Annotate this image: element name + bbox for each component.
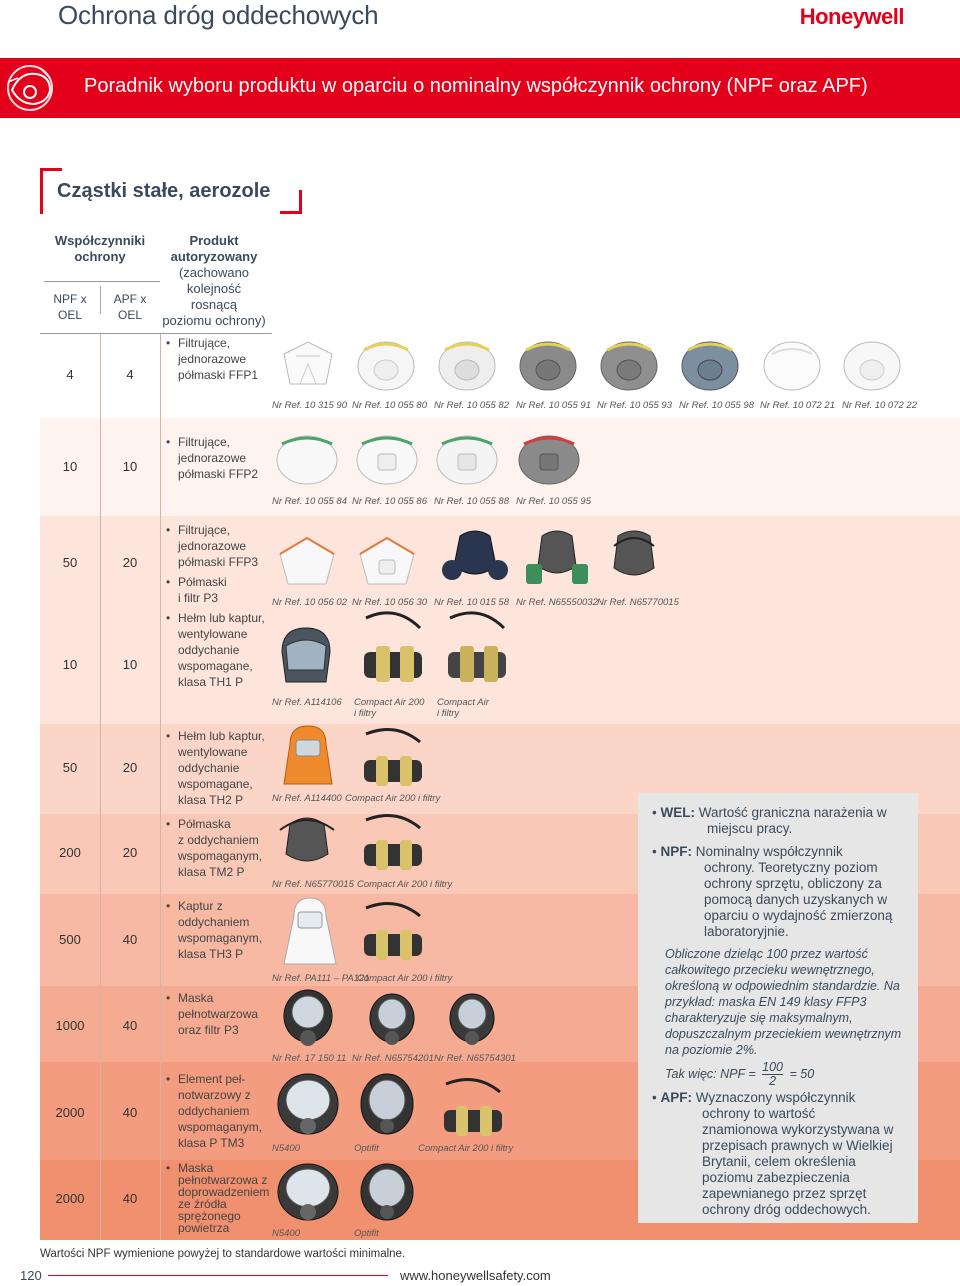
r1-ref-7: Nr Ref. 10 072 21 — [760, 400, 835, 411]
helmet-a114106-image — [274, 622, 336, 688]
r1-ref-1: Nr Ref. 10 315 90 — [272, 400, 347, 411]
r7-ref-2: Nr Ref. N65754201 — [352, 1053, 434, 1064]
r2-ref-1: Nr Ref. 10 055 84 — [272, 496, 347, 507]
header-divider — [44, 281, 160, 282]
mask-10072-21-image — [760, 336, 824, 392]
r9-ref-1: N5400 — [272, 1228, 300, 1239]
r1-ref-4: Nr Ref. 10 055 91 — [516, 400, 591, 411]
halfmask-n65550032-image — [524, 526, 590, 592]
r3-npf-a: 50 — [62, 555, 78, 570]
r5-ref-1: Nr Ref. N65770015 — [272, 879, 354, 890]
r5-apf: 20 — [122, 845, 138, 860]
r6-desc: • Kaptur z oddychaniem wspomaganym, klasa TH3 P — [166, 898, 262, 966]
page-number: 120 — [20, 1268, 42, 1283]
r3-ref-3: Nr Ref. 10 015 58 — [434, 597, 509, 608]
r4-compact-air-200-image — [356, 726, 430, 792]
r6-ref-1: Nr Ref. PA111 – PA121 — [272, 973, 370, 984]
r1-apf: 4 — [126, 367, 134, 382]
product-header: Produkt autoryzowany (zachowano kolejność rosnącą poziomu ochrony) — [162, 233, 266, 328]
r2-ref-2: Nr Ref. 10 055 86 — [352, 496, 427, 507]
r3-ref-4: Nr Ref. N65550032 — [516, 597, 598, 608]
r2-desc: • Filtrujące, jednorazowe półmaski FFP2 — [166, 434, 258, 486]
halfmask-10015-58-image — [440, 526, 510, 592]
website-link[interactable]: www.honeywellsafety.com — [400, 1268, 551, 1283]
mask-10055-95-image — [516, 430, 582, 488]
r3-ref-compact: Compact Air i filtry — [437, 697, 489, 719]
r9-fullface-optifit-image — [356, 1162, 418, 1224]
r1-ref-6: Nr Ref. 10 055 98 — [679, 400, 754, 411]
fullface-optifit-image — [356, 1072, 418, 1138]
apf-definition: • APF: Wyznaczony współczynnik ochrony to wartość znamionowa wykorzystywana w przepisach prawnych w Wielkiej Brytanii, celem określenia poziomu zabezpieczenia zapewnianego przez sprzęt ochrony dróg oddechowych. — [652, 1090, 894, 1217]
mask-10055-86-image — [354, 430, 420, 488]
r3-apf-a: 20 — [122, 555, 138, 570]
r6-apf: 40 — [122, 932, 138, 947]
mask-10055-84-image — [274, 430, 340, 488]
mask-10056-30-image — [354, 530, 420, 590]
r1-ref-8: Nr Ref. 10 072 22 — [842, 400, 917, 411]
mask-10315-90-image — [276, 334, 340, 394]
fullface-n65754301-image — [444, 990, 500, 1050]
r9-npf: 2000 — [55, 1191, 85, 1206]
r1-desc: • Filtrujące, jednorazowe półmaski FFP1 — [166, 335, 258, 387]
r2-ref-3: Nr Ref. 10 055 88 — [434, 496, 509, 507]
compact-air-200-unit-image — [356, 608, 430, 694]
r8-ref-2: Optifit — [354, 1143, 379, 1154]
r5-npf: 200 — [59, 845, 81, 860]
r3-ref-1: Nr Ref. 10 056 02 — [272, 597, 347, 608]
coeff-header: Współczynniki ochrony — [54, 233, 146, 264]
r7-apf: 40 — [122, 1018, 138, 1033]
npf-header: NPF x OEL — [53, 292, 87, 322]
footer-note: Wartości NPF wymienione powyżej to standardowe wartości minimalne. — [40, 1248, 406, 1260]
r9-apf: 40 — [122, 1191, 138, 1206]
fullface-n65754201-image — [364, 990, 420, 1050]
r1-ref-5: Nr Ref. 10 055 93 — [597, 400, 672, 411]
mask-10055-88-image — [434, 430, 500, 488]
r6-ref-2: Compact Air 200 i filtry — [357, 973, 453, 984]
mask-10072-22-image — [840, 336, 904, 392]
r9-desc: • Maska pełnotwarzowa z doprowadzeniem ze źródła sprężonego powietrza — [166, 1162, 269, 1238]
r4-apf: 20 — [122, 760, 138, 775]
banner-title: Poradnik wyboru produktu w oparciu o nominalny współczynnik ochrony (NPF oraz APF) — [84, 75, 868, 97]
r5-ref-2: Compact Air 200 i filtry — [357, 879, 453, 890]
r8-ref-3: Compact Air 200 i filtry — [418, 1143, 514, 1154]
npf-formula: Tak więc: NPF = $\frac{100}{2}$ = 50 — [665, 1060, 815, 1088]
r3-ref-compact-200: Compact Air 200 i filtry — [354, 697, 425, 719]
apf-header: APF x OEL — [113, 292, 147, 322]
r2-ref-4: Nr Ref. 10 055 95 — [516, 496, 591, 507]
mask-10055-98-image — [678, 336, 742, 392]
r9-fullface-n5400-image — [272, 1162, 344, 1224]
section-title: Cząstki stałe, aerozole — [57, 180, 271, 202]
r1-ref-3: Nr Ref. 10 055 82 — [434, 400, 509, 411]
fullface-17150-11-image — [278, 988, 338, 1050]
r7-ref-3: Nr Ref. N65754301 — [434, 1053, 516, 1064]
r3-apf-b: 10 — [122, 657, 138, 672]
npf-explanation: Obliczone dzieląc 100 przez wartość całkowitego przecieku wewnętrznego, określoną w odpowiednim standardzie. Na przykład: maska EN 149 klasy FFP3 charakteryzuje się maksymalnym, dopuszczalnym przeciekiem wewnętrznym na poziomie 2%. — [665, 947, 902, 1057]
respirator-badge-icon — [0, 58, 62, 118]
r2-npf: 10 — [62, 459, 78, 474]
hood-pa111-image — [280, 896, 340, 968]
mask-10055-80-image — [354, 336, 418, 392]
r4-ref-1: Nr Ref. A114400 — [272, 793, 342, 804]
banner — [0, 58, 960, 118]
r7-desc: • Maska pełnotwarzowa oraz filtr P3 — [166, 990, 258, 1042]
wel-definition: • WEL: Wartość graniczna narażenia w miejscu pracy. — [652, 805, 887, 836]
r6-compact-air-200-image — [356, 900, 430, 964]
mask-10055-93-image — [597, 336, 661, 392]
npf-definition: • NPF: Nominalny współczynnik ochrony. Teoretyczny poziom ochrony sprzętu, obliczony za pomocą danych uzyskanych w oparciu o wydajność zmierzoną laboratoryjnie. — [652, 844, 893, 939]
r8-npf: 2000 — [55, 1105, 85, 1120]
hood-a114400-image — [280, 724, 336, 790]
r7-npf: 1000 — [55, 1018, 85, 1033]
r1-npf: 4 — [66, 367, 74, 382]
r3-npf-b: 10 — [62, 657, 78, 672]
r8-desc: • Element peł- notwarzowy z oddychaniem wspomaganym, klasa P TM3 — [166, 1071, 262, 1155]
r8-ref-1: N5400 — [272, 1143, 300, 1154]
r3-ref-helmet: Nr Ref. A114106 — [272, 697, 342, 708]
mask-10056-02-image — [274, 530, 340, 590]
r7-ref-1: Nr Ref. 17 150 11 — [272, 1053, 347, 1064]
r9-ref-2: Optifit — [354, 1228, 379, 1239]
r8-apf: 40 — [122, 1105, 138, 1120]
fullface-n5400-image — [272, 1072, 344, 1138]
mask-10055-91-image — [516, 336, 580, 392]
r5-compact-air-200-image — [356, 812, 430, 874]
r5-desc: • Półmaska z oddychaniem wspomaganym, klasa TM2 P — [166, 816, 262, 884]
r3-ref-5: Nr Ref. N65770015 — [597, 597, 679, 608]
r1-ref-2: Nr Ref. 10 055 80 — [352, 400, 427, 411]
honeywell-logo: Honeywell — [799, 4, 904, 29]
r8-compact-air-200-image — [436, 1076, 510, 1140]
halfmask-n65770015-image — [604, 526, 664, 592]
r6-npf: 500 — [59, 932, 81, 947]
col-divider-2 — [160, 334, 161, 1240]
r3-desc: • Filtrujące, jednorazowe półmaski FFP3 • Półmaski i filtr P3 • Hełm lub kaptur, wentylowane oddychanie wspomagane, klasa TH1 P — [166, 522, 265, 694]
page-title: Ochrona dróg oddechowych — [58, 0, 379, 30]
r4-desc: • Hełm lub kaptur, wentylowane oddychanie wspomagane, klasa TH2 P — [166, 728, 265, 812]
r3-ref-2: Nr Ref. 10 056 30 — [352, 597, 427, 608]
r2-apf: 10 — [122, 459, 138, 474]
r4-npf: 50 — [62, 760, 78, 775]
r4-ref-2: Compact Air 200 i filtry — [345, 793, 441, 804]
mask-10055-82-image — [435, 336, 499, 392]
compact-air-unit-image — [440, 608, 514, 694]
header-col-divider — [100, 286, 101, 314]
footer-rule — [48, 1275, 388, 1276]
halfmask-n65770015-tm2-image — [274, 810, 340, 876]
